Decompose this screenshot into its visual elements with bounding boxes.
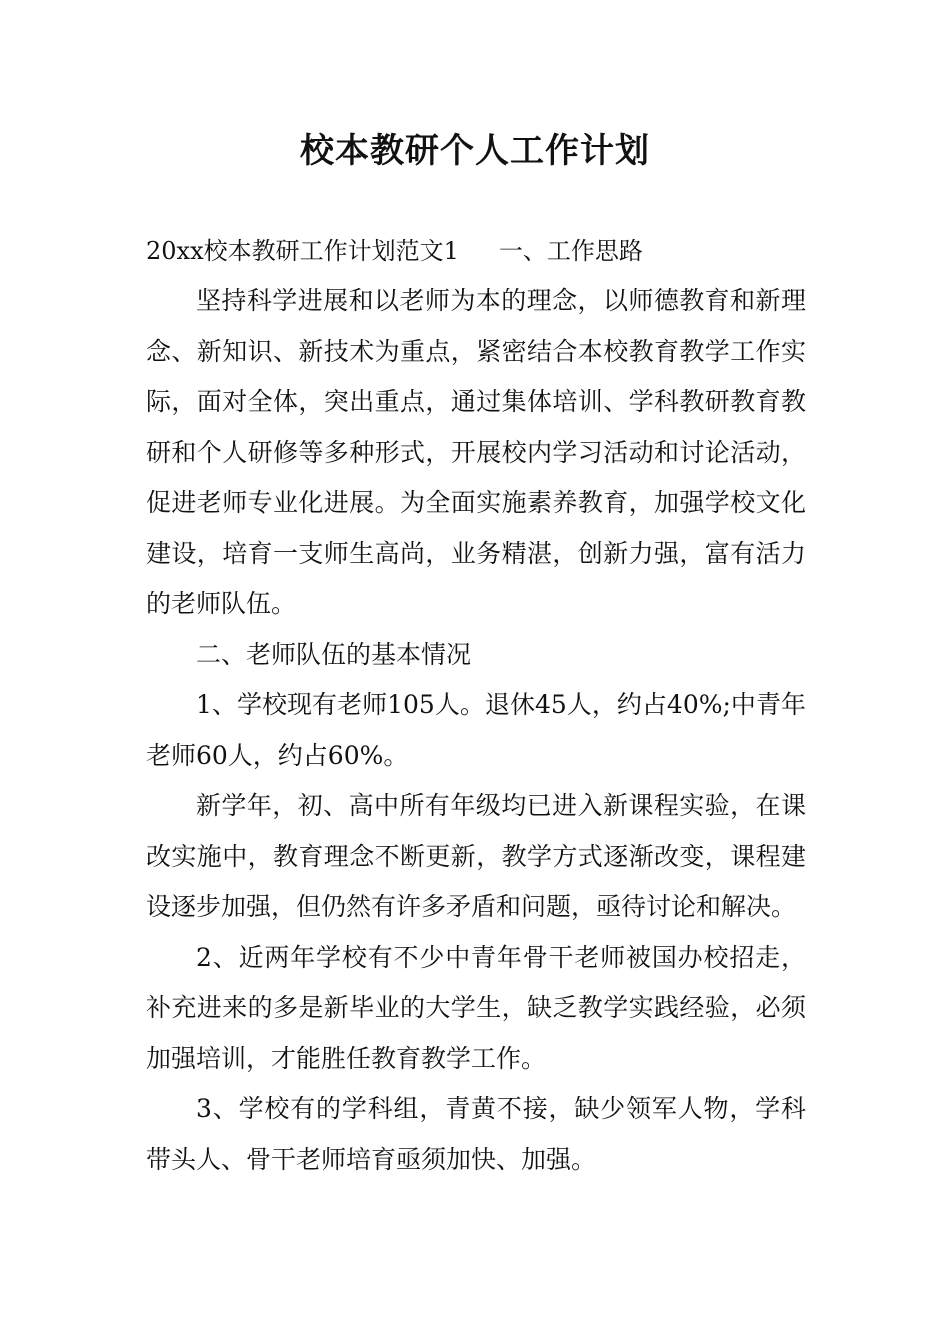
first-line [146,226,806,276]
paragraph-new-curriculum: 新学年，初、高中所有年级均已进入新课程实验，在课改实施中，教育理念不断更新，教学方式逐渐改变，课程建设逐步加强，但仍然有许多矛盾和问题，亟待讨论和解决。 [146,791,806,921]
paragraph-subject-groups: 3、学校有的学科组，青黄不接，缺少领军人物，学科带头人、骨干老师培育亟须加快、加强。 [146,1094,806,1174]
plan-label: 20xx校本教研工作计划范文1 [146,237,459,265]
paragraph-work-idea: 坚持科学进展和以老师为本的理念，以师德教育和新理念、新知识、新技术为重点，紧密结合本校教育教学工作实际，面对全体，突出重点，通过集体培训、学科教研教育教研和个人研修等多种形式，开展校内学习活动和讨论活动，促进老师专业化进展。为全面实施素养教育，加强学校文化建设，培育一支师生高尚，业务精湛，创新力强，富有活力的老师队伍。 [146,286,806,618]
document-title: 校本教研个人工作计划 [300,131,650,171]
paragraph-young-teachers: 2、近两年学校有不少中青年骨干老师被国办校招走，补充进来的多是新毕业的大学生，缺乏教学实践经验，必须加强培训，才能胜任教育教学工作。 [146,942,806,1073]
section-heading-teacher-team: 二、老师队伍的基本情况 [196,639,472,669]
document-body [146,226,806,1185]
section-heading-work-idea: 一、工作思路 [498,237,643,265]
paragraph-teacher-count: 1、学校现有老师105人。退休45人，约占40%;中青年老师60人，约占60%。 [146,690,806,770]
